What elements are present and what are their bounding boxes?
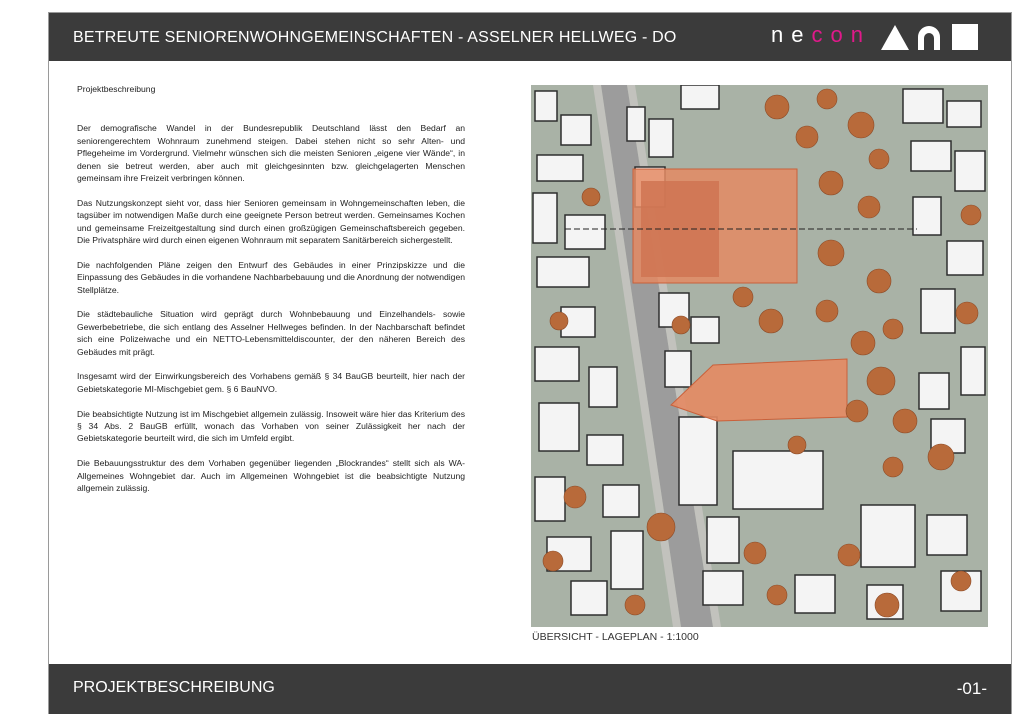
- building: [603, 485, 639, 517]
- tree: [759, 309, 783, 333]
- tree: [672, 316, 690, 334]
- map-caption: ÜBERSICHT - LAGEPLAN - 1:1000: [532, 631, 699, 643]
- building: [535, 347, 579, 381]
- tree: [550, 312, 568, 330]
- paragraph: Die Bebauungsstruktur des dem Vorhaben gegenüber liegenden „Blockrandes“ stellt sich als WA-Allgemeines Wohngebiet dar. Auch im Allgemeinen Wohngebiet ist die beabsichtigte Nutzung allgemein zulässig.: [77, 458, 465, 494]
- building: [691, 317, 719, 343]
- paragraph: Insgesamt wird der Einwirkungsbereich des Vorhabens gemäß § 34 BauGB beurteilt, hier nach der Gebietskategorie MI-Mischgebiet gem. § 6 BauNVO.: [77, 371, 465, 394]
- square-icon: [952, 24, 978, 50]
- tree: [647, 513, 675, 541]
- tree: [956, 302, 978, 324]
- page-number: -01-: [956, 679, 987, 698]
- arch-icon: [918, 26, 940, 50]
- building: [611, 531, 643, 589]
- building: [565, 215, 605, 249]
- logo-letters: ne: [771, 22, 812, 47]
- tree: [875, 593, 899, 617]
- building-netto-market: [733, 451, 823, 509]
- section-heading: Projektbeschreibung: [77, 84, 156, 94]
- building: [537, 257, 589, 287]
- footer-bar: [49, 664, 1011, 714]
- section-title: PROJEKTBESCHREIBUNG: [73, 679, 275, 696]
- tree: [733, 287, 753, 307]
- building: [571, 581, 607, 615]
- building: [947, 241, 983, 275]
- building: [665, 351, 691, 387]
- paragraph: Die beabsichtigte Nutzung ist im Mischgebiet allgemein zulässig. Insoweit wäre hier das Kriterium des § 34 Abs. 2 BauGB erfüllt, wonach das Vorhaben von seiner Zulässigkeit her nach der Gebietskategorie beurteilt wird, die sich im Umfeld ergibt.: [77, 408, 465, 444]
- paragraph: Das Nutzungskonzept sieht vor, dass hier Senioren gemeinsam in Wohngemeinschaften leben, die tagsüber im notwendigen Maße durch eine geeignete Person betreut werden. Gemeinsames Kochen und gemeinsame Freizeitgestaltung sind durch einen großzügigen Gemeinschaftsbereich gegeben. Die Privatsphäre wird durch einen eigenen Wohnraum mit separatem Sanitärbereich sichergestellt.: [77, 197, 465, 246]
- building: [913, 197, 941, 235]
- building: [903, 89, 943, 123]
- building: [539, 403, 579, 451]
- building: [535, 91, 557, 121]
- building: [533, 193, 557, 243]
- building: [681, 85, 719, 109]
- tree: [848, 112, 874, 138]
- tree: [869, 149, 889, 169]
- building: [589, 367, 617, 407]
- tree: [543, 551, 563, 571]
- tree: [961, 205, 981, 225]
- tree: [883, 319, 903, 339]
- building: [861, 505, 915, 567]
- document-title: BETREUTE SENIORENWOHNGEMEINSCHAFTEN - ASSELNER HELLWEG - DO: [73, 29, 677, 46]
- building: [627, 107, 645, 141]
- project-site-inner-building: [641, 181, 719, 277]
- tree: [744, 542, 766, 564]
- triangle-icon: [881, 25, 909, 50]
- tree: [858, 196, 880, 218]
- building: [561, 115, 591, 145]
- tree: [796, 126, 818, 148]
- tree: [851, 331, 875, 355]
- tree: [765, 95, 789, 119]
- necon-logo: [771, 22, 871, 48]
- description-column: [77, 83, 465, 507]
- building: [955, 151, 985, 191]
- building: [649, 119, 673, 157]
- tree: [767, 585, 787, 605]
- building: [927, 515, 967, 555]
- tree: [625, 595, 645, 615]
- paragraph: Die städtebauliche Situation wird geprägt durch Wohnbebauung und Einzelhandels- sowie Gewerbebetriebe, die sich entlang des Asselner Hellweges befinden. In der Nachbarschaft befindet sich eine Polizeiwache und ein NETTO-Lebensmitteldiscounter, der den näheren Bereich des Gebäudes mit prägt.: [77, 309, 465, 357]
- tree: [819, 171, 843, 195]
- tree: [951, 571, 971, 591]
- building: [795, 575, 835, 613]
- tree: [867, 367, 895, 395]
- building: [919, 373, 949, 409]
- site-plan-image: [531, 85, 988, 627]
- building: [961, 347, 985, 395]
- tree: [788, 436, 806, 454]
- tree: [928, 444, 954, 470]
- logo-shapes: [880, 23, 980, 51]
- building: [911, 141, 951, 171]
- paragraph: Die nachfolgenden Pläne zeigen den Entwurf des Gebäudes in einer Prinzipskizze und die Einpassung des Gebäudes in die vorhandene Nachbarbebauung und die Anordnung der notwendigen Stellplätze.: [77, 259, 465, 295]
- building: [537, 155, 583, 181]
- tree: [582, 188, 600, 206]
- tree: [883, 457, 903, 477]
- tree: [818, 240, 844, 266]
- building: [947, 101, 981, 127]
- building: [679, 417, 717, 505]
- building: [707, 517, 739, 563]
- site-plan-drawing: [531, 85, 988, 627]
- building: [921, 289, 955, 333]
- building: [535, 477, 565, 521]
- paragraph: Der demografische Wandel in der Bundesrepublik Deutschland lässt den Bedarf an seniorengerechtem Wohnraum zunehmend steigen. Dabei stehen nicht so sehr Alten- und Pflegeheime im Vordergrund. Vielmehr wünschen sich die meisten Senioren „eigene vier Wände“, in denen sie betreut werden, aber auch mit gleichgesinnten bzw. gleichgelagerten Menschen gemeinsam ihre Freizeit verbringen können.: [77, 123, 465, 184]
- page-sheet: [48, 12, 1012, 714]
- tree: [816, 300, 838, 322]
- tree: [846, 400, 868, 422]
- tree: [867, 269, 891, 293]
- building: [587, 435, 623, 465]
- header-bar: [49, 13, 1011, 61]
- logo-letters-accent: con: [811, 22, 871, 47]
- tree: [893, 409, 917, 433]
- tree: [817, 89, 837, 109]
- tree: [838, 544, 860, 566]
- tree: [564, 486, 586, 508]
- building: [703, 571, 743, 605]
